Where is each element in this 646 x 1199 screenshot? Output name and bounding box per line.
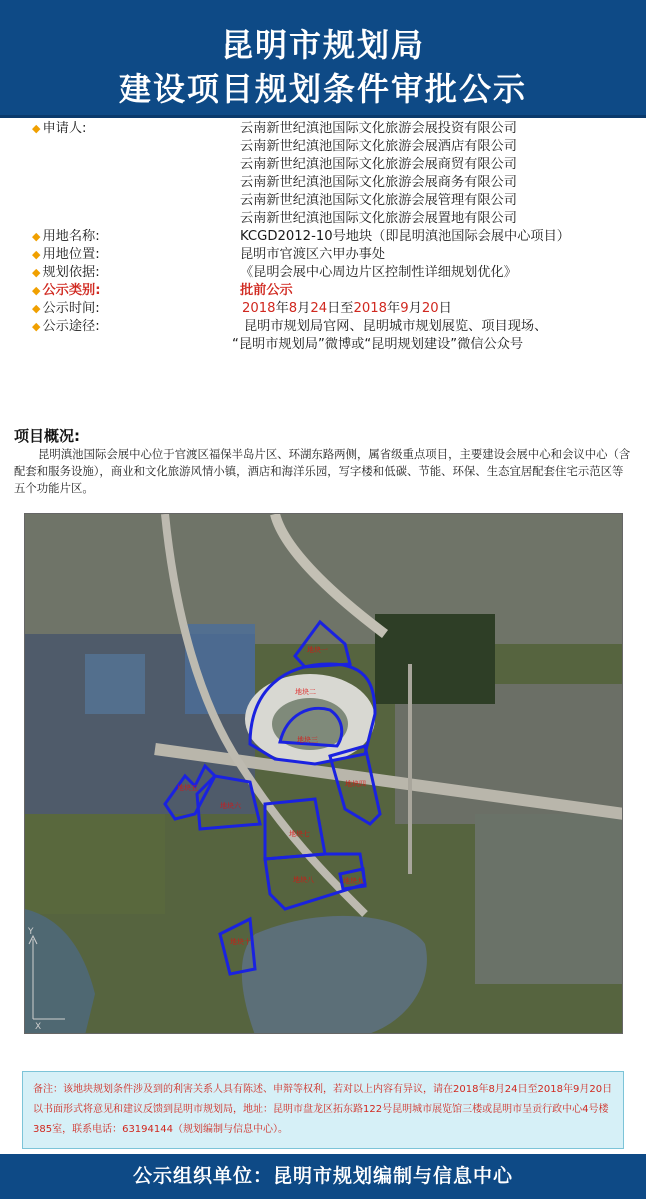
time-row: [32, 300, 632, 318]
satellite-map: [24, 513, 623, 1034]
parcel-label-3: 地块三: [297, 736, 318, 744]
info-section: [32, 120, 632, 354]
applicant-6: 云南新世纪滇池国际文化旅游会展置地有限公司: [240, 211, 517, 226]
farmland-fields: [375, 614, 495, 704]
blue-roofs-2: [85, 654, 145, 714]
applicant-row-2: [32, 138, 632, 156]
to-char: 至: [340, 301, 354, 316]
channel-line2: “昆明市规划局”微博或“昆明规划建设”微信公众号: [232, 337, 524, 352]
diamond-icon: ◆: [32, 302, 41, 315]
map-svg: [25, 514, 623, 1034]
parcel-label-4: 地块四: [345, 780, 366, 788]
applicant-row-5: [32, 192, 632, 210]
month-char: 月: [297, 301, 311, 316]
urban-southeast: [475, 814, 623, 984]
land-location-row: [32, 246, 632, 264]
land-name-row: [32, 228, 632, 246]
channel-row: [32, 318, 632, 336]
basis-label: 规划依据:: [42, 265, 100, 280]
header-banner: [0, 0, 646, 118]
diamond-icon: ◆: [32, 320, 41, 333]
applicant-5: 云南新世纪滇池国际文化旅游会展管理有限公司: [240, 193, 517, 208]
parcel-label-6: 地块六: [220, 802, 241, 810]
day-char: 日: [327, 301, 341, 316]
diamond-icon: ◆: [32, 248, 41, 261]
applicant-3: 云南新世纪滇池国际文化旅游会展商贸有限公司: [240, 157, 517, 172]
end-year: 2018: [353, 301, 388, 316]
applicant-1: 云南新世纪滇池国际文化旅游会展投资有限公司: [240, 121, 517, 136]
parcel-label-2: 地块二: [295, 688, 316, 696]
start-day: 24: [310, 301, 328, 316]
parcel-label-9: 地块九: [343, 877, 364, 885]
land-location-value: 昆明市官渡区六甲办事处: [240, 247, 386, 262]
year-char: 年: [275, 301, 289, 316]
applicant-row: [32, 120, 632, 138]
land-location-label: 用地位置:: [42, 247, 100, 262]
parcel-label-10: 地块十: [230, 938, 251, 946]
diamond-icon: ◆: [32, 266, 41, 279]
channel-label: 公示途径:: [42, 319, 100, 334]
time-value: [242, 300, 452, 318]
category-label: 公示类别:: [42, 283, 101, 298]
lake-south: [242, 916, 427, 1034]
diamond-icon: ◆: [32, 122, 41, 135]
parcel-label-7: 地块七: [289, 830, 310, 838]
applicant-row-4: [32, 174, 632, 192]
diamond-icon: ◆: [32, 284, 41, 297]
parcel-label-5: 地块五: [177, 784, 198, 792]
applicant-2: 云南新世纪滇池国际文化旅游会展酒店有限公司: [240, 139, 517, 154]
land-name-label: 用地名称:: [42, 229, 100, 244]
axis-y-letter: Y: [28, 927, 34, 937]
page-title-line1: 昆明市规划局: [220, 26, 425, 64]
footer-banner: 公示组织单位：昆明市规划编制与信息中心: [0, 1154, 646, 1199]
farmland-west: [25, 814, 165, 914]
page-title-line2: 建设项目规划条件审批公示: [118, 70, 527, 108]
category-value: 批前公示: [240, 283, 293, 298]
end-month: 9: [400, 301, 409, 316]
parcel-label-1: 地块一: [307, 646, 328, 654]
time-label: 公示时间:: [42, 301, 100, 316]
axis-x-letter: X: [35, 1022, 42, 1032]
overview-text: 昆明滇池国际会展中心位于官渡区福保半岛片区、环湖东路两侧，属省级重点项目，主要建设会展中心和会议中心（含配套和服务设施），商业和文化旅游风情小镇，酒店和海洋乐园，写字楼和低碳、节能、环保、生态宜居配套住宅示范区等五个功能片区。: [14, 447, 631, 495]
end-day: 20: [421, 301, 439, 316]
land-name-value: KCGD2012-10号地块（即昆明滇池国际会展中心项目）: [240, 229, 570, 244]
applicant-label: 申请人:: [42, 121, 87, 136]
day-char: 日: [438, 301, 452, 316]
applicant-row-3: [32, 156, 632, 174]
start-year: 2018: [242, 301, 276, 316]
applicant-row-6: [32, 210, 632, 228]
year-char: 年: [387, 301, 401, 316]
parcel-label-8: 地块八: [293, 876, 314, 884]
month-char: 月: [408, 301, 422, 316]
overview-title: 项目概况:: [14, 427, 80, 445]
diamond-icon: ◆: [32, 230, 41, 243]
channel-line1: 昆明市规划局官网、昆明城市规划展览、项目现场、: [244, 319, 548, 334]
channel-row-2: [32, 336, 632, 354]
notice-box: 备注：该地块规划条件涉及到的利害关系人具有陈述、申辩等权利，若对以上内容有异议，请在2018年8月24日至2018年9月20日以书面形式将意见和建议反馈到昆明市规划局，地址：昆明市盘龙区拓东路122号昆明城市展览馆三楼或昆明市呈贡行政中心4号楼385室，联系电话：63194144（规划编制与信息中心）。: [22, 1071, 624, 1149]
basis-value: 《昆明会展中心周边片区控制性详细规划优化》: [240, 265, 517, 280]
start-month: 8: [288, 301, 298, 316]
basis-row: [32, 264, 632, 282]
applicant-4: 云南新世纪滇池国际文化旅游会展商务有限公司: [240, 175, 517, 190]
category-row: [32, 282, 632, 300]
